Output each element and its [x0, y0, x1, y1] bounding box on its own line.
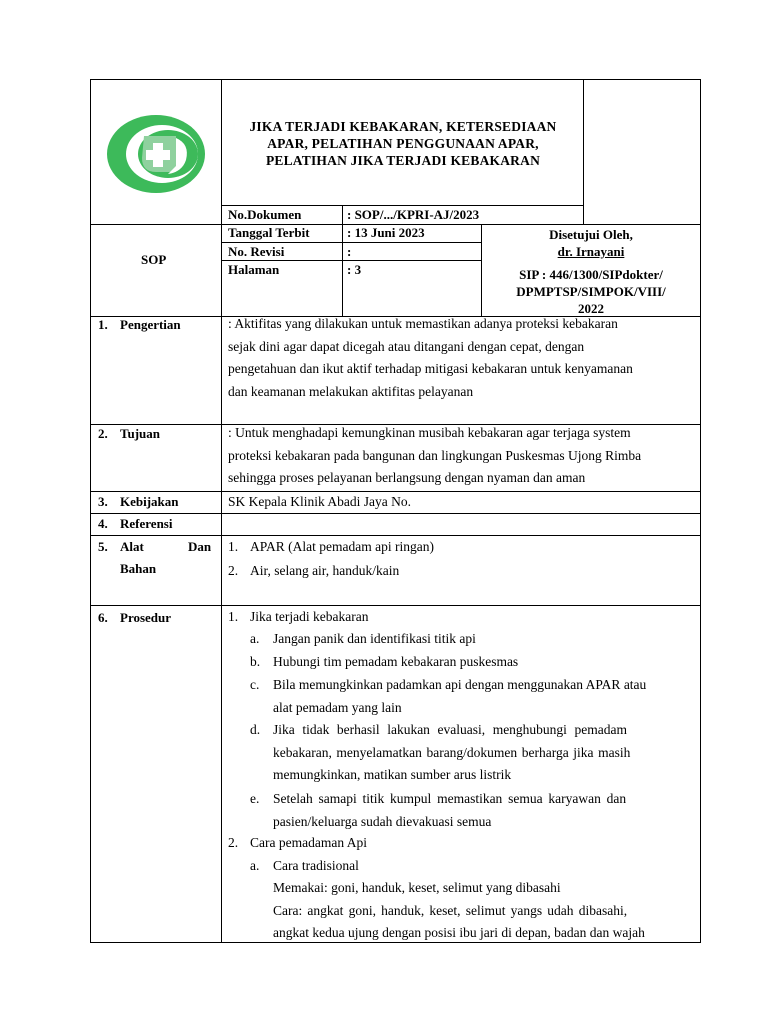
- section-5-label-alat: Alat: [120, 539, 144, 554]
- prosedur-1c-text: [273, 674, 692, 719]
- alat-item-1-number: 1.: [228, 539, 239, 554]
- prosedur-2a-cara-line-1: Cara: angkat goni, handuk, keset, selimut yangs udah dibasahi,: [273, 903, 628, 918]
- title-line-3: PELATIHAN JIKA TERJADI KEBAKARAN: [265, 153, 541, 168]
- approver-name: dr. Irnayani: [557, 244, 625, 259]
- tujuan-line-1: : Untuk menghadapi kemungkinan musibah kebakaran agar terjaga system: [228, 425, 631, 440]
- sip-line-1: SIP : 446/1300/SIPdokter/: [519, 267, 663, 282]
- prosedur-1b-text: Hubungi tim pemadam kebakaran puskesmas: [273, 654, 519, 669]
- prosedur-1c-letter: c.: [250, 677, 260, 692]
- prosedur-1c-line-2: alat pemadam yang lain: [273, 699, 402, 715]
- prosedur-2a-cara-line-2: angkat kedua ujung dengan posisi ibu jari di depan, badan dan wajah: [273, 925, 645, 940]
- prosedur-step-1-number: 1.: [228, 609, 239, 624]
- date-value: : 13 Juni 2023: [347, 225, 425, 240]
- document-title: [222, 118, 584, 169]
- section-2-number: 2.: [98, 426, 108, 441]
- prosedur-1d-line-1: Jika tidak berhasil lakukan evaluasi, menghubungi pemadam: [273, 722, 627, 737]
- section-4-label: Referensi: [120, 516, 173, 531]
- prosedur-step-2-number: 2.: [228, 835, 239, 850]
- tujuan-text: [228, 422, 692, 490]
- title-line-2: APAR, PELATIHAN PENGGUNAAN APAR,: [267, 136, 539, 151]
- meta-row-1: [221, 242, 482, 243]
- revision-label: No. Revisi: [228, 244, 285, 259]
- prosedur-step-2-text: Cara pemadaman Api: [250, 835, 367, 850]
- prosedur-step-1-text: Jika terjadi kebakaran: [250, 609, 369, 624]
- section-5-number: 5.: [98, 539, 108, 554]
- section-3-number: 3.: [98, 494, 108, 509]
- section-1-label: Pengertian: [120, 317, 181, 332]
- section-3-label: Kebijakan: [120, 494, 179, 509]
- prosedur-2a-memakai: Memakai: goni, handuk, keset, selimut yang dibasahi: [273, 880, 561, 895]
- prosedur-1d-text: [273, 719, 692, 787]
- prosedur-1e-letter: e.: [250, 791, 260, 806]
- label-column-divider: [221, 79, 222, 943]
- pengertian-line-1: : Aktifitas yang dilakukan untuk memastikan adanya proteksi kebakaran: [228, 316, 618, 331]
- alat-item-2-text: Air, selang air, handuk/kain: [250, 563, 400, 578]
- table-border-right: [700, 79, 701, 943]
- table-border-top: [90, 79, 701, 80]
- revision-value: :: [347, 244, 352, 259]
- section-5-label-dan: Dan: [188, 539, 212, 554]
- pengertian-line-2: sejak dini agar dapat dicegah atau ditangani dengan cepat, dengan: [228, 338, 585, 354]
- doc-number-label: No.Dokumen: [228, 207, 302, 222]
- pengertian-text: [228, 313, 692, 403]
- section-6-number: 6.: [98, 610, 108, 625]
- sip-line-2: DPMPTSP/SIMPOK/VIII/: [516, 284, 666, 299]
- section-1-number: 1.: [98, 317, 108, 332]
- kebijakan-text: SK Kepala Klinik Abadi Jaya No.: [228, 494, 411, 509]
- pengertian-line-4: dan keamanan melakukan aktifitas pelayanan: [228, 383, 474, 399]
- tujuan-line-2: proteksi kebakaran pada bangunan dan lingkungan Puskesmas Ujong Rimba: [228, 447, 642, 463]
- pengertian-line-3: pengetahuan dan ikut aktif terhadap mitigasi kebakaran untuk kenyamanan: [228, 361, 633, 376]
- section-5-label-bahan: Bahan: [120, 561, 157, 576]
- date-label: Tanggal Terbit: [228, 225, 310, 240]
- page-value: : 3: [347, 262, 362, 277]
- section-2-label: Tujuan: [120, 426, 160, 441]
- section-6-label: Prosedur: [120, 610, 172, 625]
- section-4-number: 4.: [98, 516, 108, 531]
- prosedur-1e-line-2: pasien/keluarga sudah dievakuasi semua: [273, 813, 492, 829]
- alat-item-1-text: APAR (Alat pemadam api ringan): [250, 539, 434, 554]
- alat-item-2-number: 2.: [228, 563, 239, 578]
- prosedur-1a-letter: a.: [250, 631, 260, 646]
- prosedur-2a-letter: a.: [250, 858, 260, 873]
- clinic-cross-logo-icon: [106, 114, 210, 194]
- approval-block: [482, 226, 700, 317]
- prosedur-1d-letter: d.: [250, 722, 261, 737]
- prosedur-1b-letter: b.: [250, 654, 261, 669]
- approval-line: Disetujui Oleh,: [549, 227, 633, 242]
- row-line-alat: [90, 605, 701, 606]
- title-line-1: JIKA TERJADI KEBAKARAN, KETERSEDIAAN: [249, 119, 557, 134]
- prosedur-1e-text: [273, 788, 692, 833]
- meta-row-2: [221, 260, 482, 261]
- prosedur-1d-line-2: kebakaran, menyelamatkan barang/dokumen berharga jika masih: [273, 744, 631, 760]
- title-row-bottom: [221, 205, 584, 206]
- tujuan-line-3: sehingga proses pelayanan berlangsung dengan nyaman dan aman: [228, 470, 586, 485]
- page-label: Halaman: [228, 262, 280, 277]
- prosedur-1c-line-1: Bila memungkinkan padamkan api dengan menggunakan APAR atau: [273, 677, 647, 692]
- doc-number-value: : SOP/.../KPRI-AJ/2023: [347, 207, 480, 222]
- sip-line-3: 2022: [578, 301, 604, 316]
- prosedur-2a-text: Cara tradisional: [273, 858, 359, 873]
- prosedur-1d-line-3: memungkinkan, matikan sumber arus listrik: [273, 767, 512, 782]
- prosedur-1e-line-1: Setelah samapi titik kumpul memastikan semua karyawan dan: [273, 791, 627, 806]
- table-border-left: [90, 79, 91, 943]
- prosedur-1a-text: Jangan panik dan identifikasi titik api: [273, 631, 476, 646]
- sop-label: SOP: [141, 252, 167, 267]
